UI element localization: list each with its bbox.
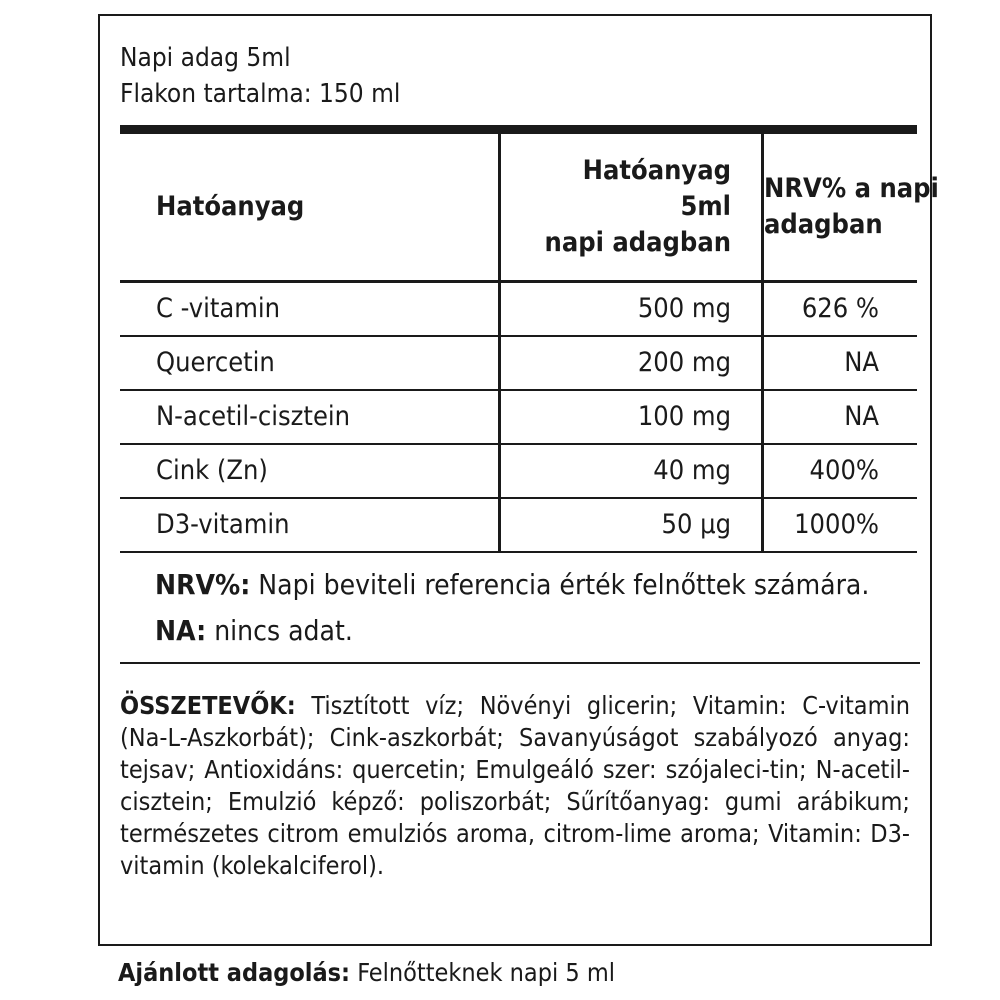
header-ingredient: Hatóanyag bbox=[120, 130, 500, 282]
row-name: N-acetil-cisztein bbox=[120, 390, 500, 444]
row-amount: 40 mg bbox=[500, 444, 763, 498]
bottle-content: Flakon tartalma: 150 ml bbox=[120, 79, 401, 109]
dosage-label: Ajánlott adagolás: bbox=[118, 958, 351, 987]
row-nrv: 626 % bbox=[763, 282, 918, 336]
dosage-text: Felnőtteknek napi 5 ml bbox=[357, 958, 615, 987]
daily-dose: Napi adag 5ml bbox=[120, 43, 291, 73]
table-row bbox=[120, 390, 917, 444]
table-header-row bbox=[120, 130, 917, 282]
ingredients-section bbox=[120, 690, 910, 882]
nrv-footnote-text: Napi beviteli referencia érték felnőttek számára. bbox=[258, 568, 870, 601]
header-nrv: NRV% a napi adagban bbox=[763, 130, 918, 282]
na-footnote-text: nincs adat. bbox=[214, 614, 353, 647]
nrv-footnote bbox=[155, 568, 869, 601]
table-row bbox=[120, 444, 917, 498]
row-amount: 500 mg bbox=[500, 282, 763, 336]
section-divider bbox=[120, 662, 920, 664]
row-amount: 100 mg bbox=[500, 390, 763, 444]
na-footnote-label: NA: bbox=[155, 614, 207, 647]
serving-info bbox=[120, 40, 400, 112]
na-footnote bbox=[155, 614, 353, 647]
row-nrv: 400% bbox=[763, 444, 918, 498]
nrv-footnote-label: NRV%: bbox=[155, 568, 251, 601]
row-nrv: 1000% bbox=[763, 498, 918, 552]
row-name: C -vitamin bbox=[120, 282, 500, 336]
recommended-dosage bbox=[118, 958, 615, 987]
row-name: D3-vitamin bbox=[120, 498, 500, 552]
row-amount: 50 µg bbox=[500, 498, 763, 552]
table-row bbox=[120, 336, 917, 390]
row-name: Cink (Zn) bbox=[120, 444, 500, 498]
row-nrv: NA bbox=[763, 336, 918, 390]
ingredients-text: Tisztított víz; Növényi glicerin; Vitamin: C-vitamin (Na-L-Aszkorbát); Cink-aszkorbát; Savanyúságot szabályozó anyag: tejsav; Antioxidáns: quercetin; Emulgeáló szer: szójaleci-tin; N-acetil-cisztein; Emulzió képző: poliszorbát; Sűrítőanyag: gumi arábikum; természetes citrom emulziós aroma, citrom-lime aroma; Vitamin: D3-vitamin (kolekalciferol). bbox=[120, 691, 910, 880]
table-row bbox=[120, 498, 917, 552]
table-row bbox=[120, 282, 917, 336]
row-amount: 200 mg bbox=[500, 336, 763, 390]
header-amount: Hatóanyag 5ml napi adagban bbox=[500, 130, 763, 282]
nutrition-table bbox=[120, 125, 939, 553]
row-nrv: NA bbox=[763, 390, 918, 444]
ingredients-label: ÖSSZETEVŐK: bbox=[120, 691, 296, 720]
row-name: Quercetin bbox=[120, 336, 500, 390]
